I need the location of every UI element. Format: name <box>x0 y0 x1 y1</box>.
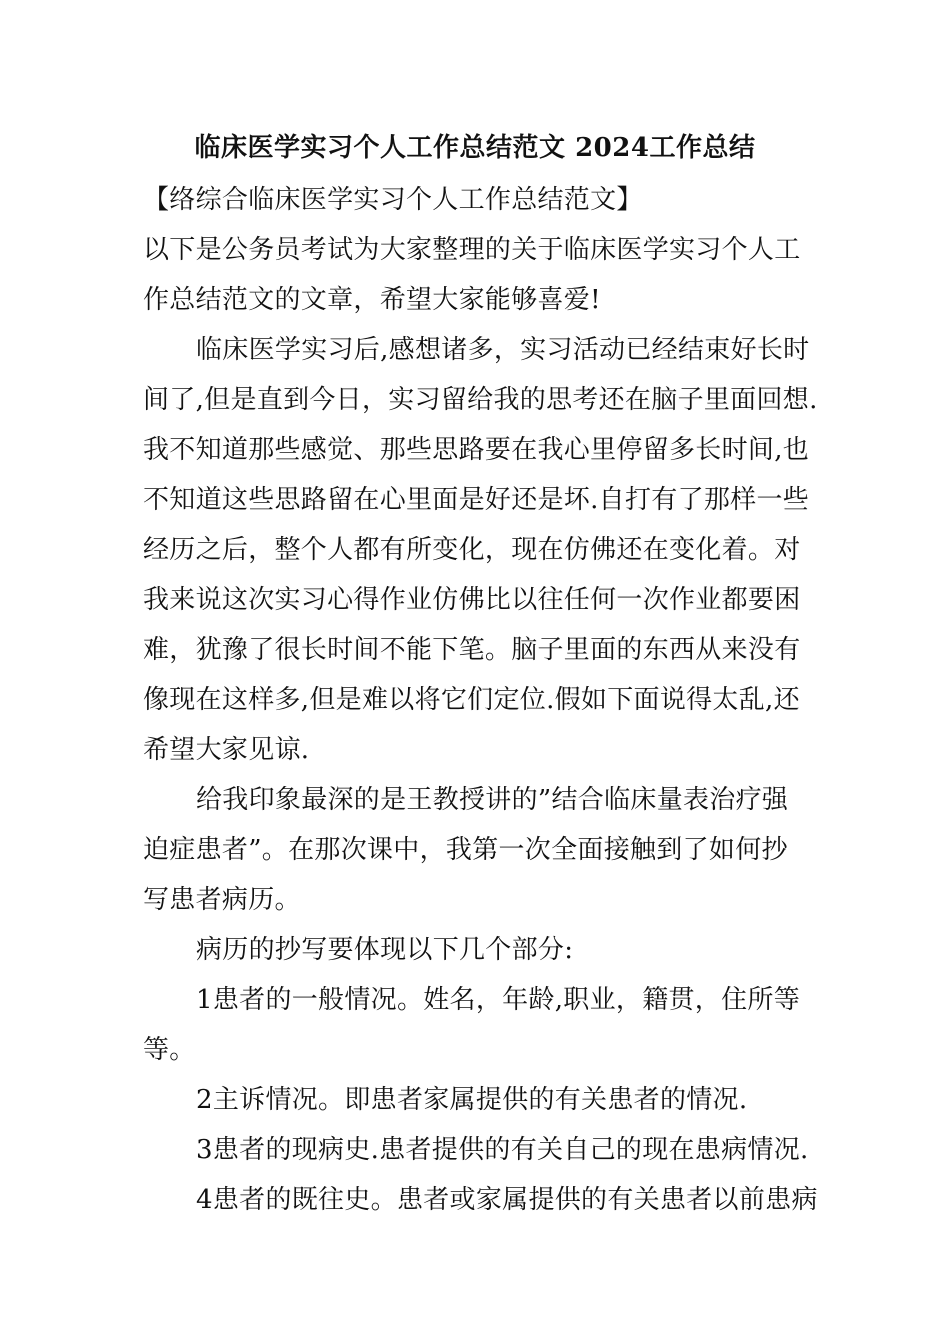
paragraph-line: 迫症患者”。在那次课中，我第一次全面接触到了如何抄 <box>143 835 788 865</box>
paragraph-line: 难，犹豫了很长时间不能下笔。脑子里面的东西从来没有 <box>143 635 801 665</box>
document-title: 临床医学实习个人工作总结范文 2024工作总结 <box>194 133 756 163</box>
paragraph-line: 病历的抄写要体现以下几个部分: <box>196 935 574 965</box>
paragraph-line: 不知道这些思路留在心里面是好还是坏.自打有了那样一些 <box>143 485 810 515</box>
paragraph-line: 写患者病历。 <box>143 885 301 915</box>
list-item-line: 2主诉情况。即患者家属提供的有关患者的情况. <box>196 1085 748 1115</box>
paragraph-line: 我不知道那些感觉、那些思路要在我心里停留多长时间,也 <box>143 435 810 465</box>
list-item-line: 3患者的现病史.患者提供的有关自己的现在患病情况. <box>196 1135 809 1165</box>
paragraph-line: 希望大家见谅. <box>143 735 310 765</box>
subtitle-line: 【络综合临床医学实习个人工作总结范文】 <box>143 185 643 215</box>
paragraph-line: 像现在这样多,但是难以将它们定位.假如下面说得太乱,还 <box>143 685 800 715</box>
paragraph-line: 以下是公务员考试为大家整理的关于临床医学实习个人工 <box>143 235 801 265</box>
list-item-line: 1患者的一般情况。姓名，年龄,职业，籍贯，住所等 <box>196 985 801 1015</box>
paragraph-line: 临床医学实习后,感想诸多，实习活动已经结束好长时 <box>196 335 810 365</box>
paragraph-line: 经历之后，整个人都有所变化，现在仿佛还在变化着。对 <box>143 535 801 565</box>
paragraph-line: 给我印象最深的是王教授讲的”结合临床量表治疗强 <box>196 785 789 815</box>
list-item-line: 等。 <box>143 1035 196 1065</box>
paragraph-line: 作总结范文的文章，希望大家能够喜爱! <box>143 285 601 315</box>
list-item-line: 4患者的既往史。患者或家属提供的有关患者以前患病 <box>196 1185 818 1215</box>
paragraph-line: 我来说这次实习心得作业仿佛比以往任何一次作业都要困 <box>143 585 801 615</box>
paragraph-line: 间了,但是直到今日，实习留给我的思考还在脑子里面回想. <box>143 385 818 415</box>
